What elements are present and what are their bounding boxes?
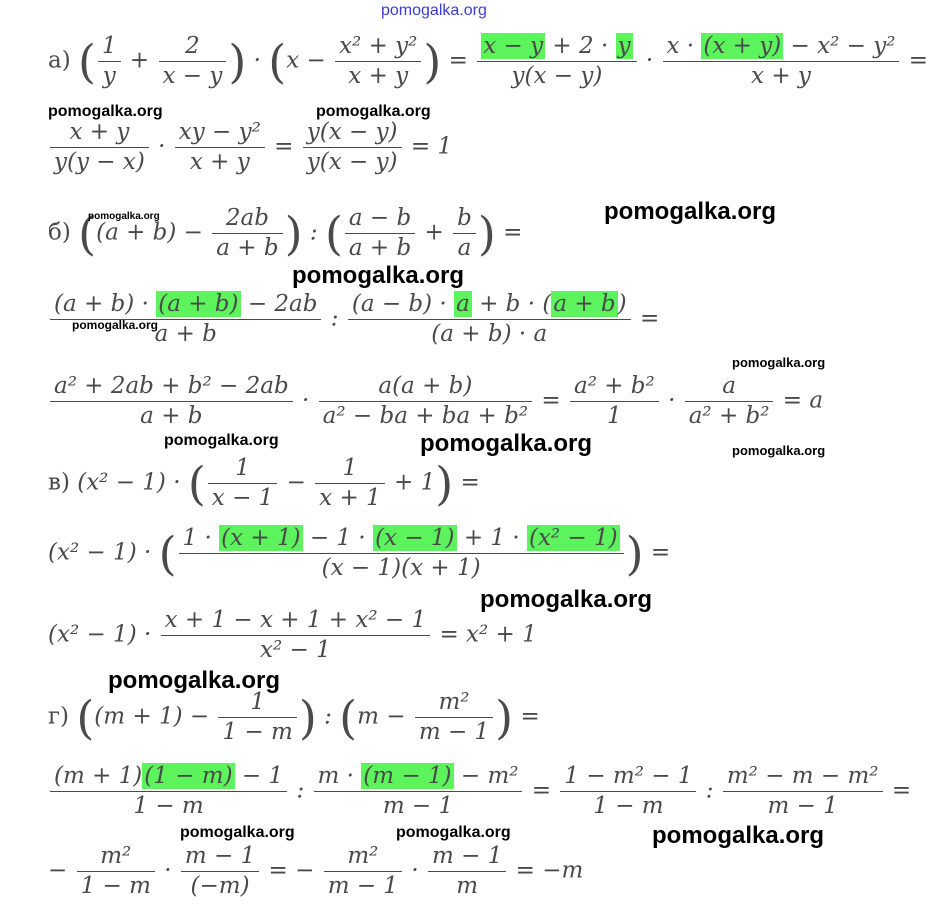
fraction: $\frac{1}{x - 1}$ — [208, 454, 278, 513]
highlight: (1 − m) — [144, 763, 233, 789]
watermark: pomogalka.org — [292, 262, 465, 289]
fraction: $\frac{\text{a² + 2ab + b² − 2ab}}{a + b}$ — [50, 372, 293, 431]
highlight: (x − 1) — [375, 525, 455, 551]
line-a-2: $\frac{x + y}{y(y - x)}$ · $\frac{\text{xy − y²}}{x + y}$ = $\frac{y(x - y)}{y(x - y)}$ = 1 — [48, 118, 452, 177]
fraction: $\frac{(a - b) \cdot a + b \cdot (a + b)}{(a + b) \cdot a}$ — [348, 290, 631, 349]
watermark: pomogalka.org — [732, 355, 826, 370]
watermark: pomogalka.org — [420, 430, 593, 457]
item-label-b: б) — [48, 219, 71, 246]
line-a-1: а) ( $\frac{1}{y}$ + $\frac{2}{x - y}$ ) · (x − $\frac{\text{x² + y²}}{x + y}$ ) = $\frac{x - y + 2 \cdot y}{y(x - y)}$ · $\frac{\text{x · (x + y) − x² − y²}}{x + y}$ = — [48, 33, 928, 89]
fraction: $\frac{1}{y}$ — [98, 32, 121, 91]
watermark: pomogalka.org — [316, 103, 431, 120]
highlight: (x² − 1) — [528, 525, 618, 551]
highlight: y — [617, 33, 631, 59]
fraction: $\frac{a - b}{a + b}$ — [345, 204, 415, 263]
fraction: $\frac{\text{xy − y²}}{x + y}$ — [175, 118, 265, 177]
fraction: $\frac{m - 1}{m}$ — [428, 842, 506, 901]
fraction: $\frac{\text{x + 1 − x + 1 + x² − 1}}{\text{x² − 1}}$ — [161, 606, 431, 665]
line-v-2: (x² − 1) · ( $\frac{\text{1 · (x + 1) − 1 · (x − 1) + 1 · (x² − 1)}}{(x - 1)(x + 1)}$ ) = — [48, 525, 671, 581]
fraction: $\frac{a(a + b)}{\text{a² − ba + ba + b²}}$ — [319, 372, 532, 431]
item-label-g: г) — [48, 703, 70, 730]
highlight: x − y — [483, 33, 544, 59]
line-v-1: в) (x² − 1) · ( $\frac{1}{x - 1}$ − $\frac{1}{x + 1}$ + 1) = — [48, 455, 480, 511]
fraction: $\frac{(a + b) \cdot (a + b) - 2ab}{a + b}$ — [50, 290, 321, 349]
highlight: (x + 1) — [221, 525, 301, 551]
line-v-3: (x² − 1) · $\frac{\text{x + 1 − x + 1 + x² − 1}}{\text{x² − 1}}$ = x² + 1 — [48, 607, 537, 663]
highlight: (a + b) — [158, 291, 239, 317]
fraction: $\frac{\text{a² + b²}}{1}$ — [570, 372, 659, 431]
watermark: pomogalka.org — [48, 103, 163, 120]
highlight: a + b — [553, 291, 616, 317]
fraction: $\frac{\text{x² + y²}}{x + y}$ — [335, 32, 421, 91]
fraction: $\frac{2ab}{a + b}$ — [212, 204, 282, 263]
watermark: pomogalka.org — [88, 211, 160, 222]
fraction: $\frac{(m + 1)(1 - m) - 1}{1 - m}$ — [50, 762, 287, 821]
fraction: $\frac{\text{1 − m² − 1}}{1 - m}$ — [560, 762, 696, 821]
fraction: $\frac{\text{m²}}{m - 1}$ — [324, 842, 402, 901]
fraction: $\frac{\text{1 · (x + 1) − 1 · (x − 1) + 1 · (x² − 1)}}{(x - 1)(x + 1)}$ — [179, 524, 624, 583]
watermark: pomogalka.org — [732, 443, 826, 458]
watermark: pomogalka.org — [180, 824, 295, 841]
line-g-1: г) ((m + 1) − $\frac{1}{1 - m}$ ) : (m − $\frac{\text{m²}}{m - 1}$ ) = — [48, 689, 540, 745]
fraction: $\frac{\text{m² − m − m²}}{m - 1}$ — [723, 762, 883, 821]
top-watermark: pomogalka.org — [381, 2, 487, 19]
highlight: a — [456, 291, 470, 317]
fraction: $\frac{\text{m²}}{1 - m}$ — [77, 842, 155, 901]
fraction: $\frac{\text{m²}}{m - 1}$ — [415, 688, 493, 747]
fraction: $\frac{\text{m · (m − 1) − m²}}{m - 1}$ — [314, 762, 523, 821]
watermark: pomogalka.org — [108, 667, 281, 694]
line-b-3: $\frac{\text{a² + 2ab + b² − 2ab}}{a + b}$ · $\frac{a(a + b)}{\text{a² − ba + ba + b²}}$ = $\frac{\text{a² + b²}}{1}$ · $\frac{a}{\text{a² + b²}}$ = a — [48, 372, 823, 431]
line-g-2: $\frac{(m + 1)(1 - m) - 1}{1 - m}$ : $\frac{\text{m · (m − 1) − m²}}{m - 1}$ = $\frac{\text{1 − m² − 1}}{1 - m}$ : $\frac{\text{m² − m − m²}}{m - 1}$ = — [48, 762, 911, 821]
watermark: pomogalka.org — [652, 822, 825, 849]
watermark: pomogalka.org — [480, 586, 653, 613]
highlight: (x + y) — [703, 33, 782, 59]
line-g-3: − $\frac{\text{m²}}{1 - m}$ · $\frac{m - 1}{(-m)}$ = − $\frac{\text{m²}}{m - 1}$ · $\frac{m - 1}{m}$ = −m — [48, 843, 584, 899]
item-label-v: в) — [48, 469, 70, 496]
highlight: (m − 1) — [363, 763, 452, 789]
watermark: pomogalka.org — [604, 198, 777, 225]
fraction: $\frac{1}{x + 1}$ — [315, 454, 385, 513]
watermark: pomogalka.org — [164, 432, 279, 449]
fraction: $\frac{a}{\text{a² + b²}}$ — [685, 372, 774, 431]
fraction: $\frac{b}{a}$ — [453, 204, 476, 263]
fraction: $\frac{m - 1}{(-m)}$ — [181, 842, 259, 901]
fraction: $\frac{x - y + 2 \cdot y}{y(x - y)}$ — [477, 32, 636, 91]
line-b-1: б) ((a + b) − $\frac{2ab}{a + b}$ ) : ( $\frac{a - b}{a + b}$ + $\frac{b}{a}$ ) = — [48, 205, 523, 261]
fraction: $\frac{x + y}{y(y - x)}$ — [50, 118, 149, 177]
watermark: pomogalka.org — [72, 318, 159, 332]
line-b-2: $\frac{(a + b) \cdot (a + b) - 2ab}{a + b}$ : $\frac{(a - b) \cdot a + b \cdot (a + b)}{(a + b) \cdot a}$ = — [48, 290, 659, 349]
fraction: $\frac{y(x - y)}{y(x - y)}$ — [303, 118, 402, 177]
watermark: pomogalka.org — [396, 824, 511, 841]
fraction: $\frac{2}{x - y}$ — [159, 32, 227, 91]
fraction: $\frac{\text{x · (x + y) − x² − y²}}{x + y}$ — [663, 32, 900, 91]
fraction: $\frac{1}{1 - m}$ — [218, 688, 296, 747]
item-label-a: а) — [48, 47, 71, 74]
